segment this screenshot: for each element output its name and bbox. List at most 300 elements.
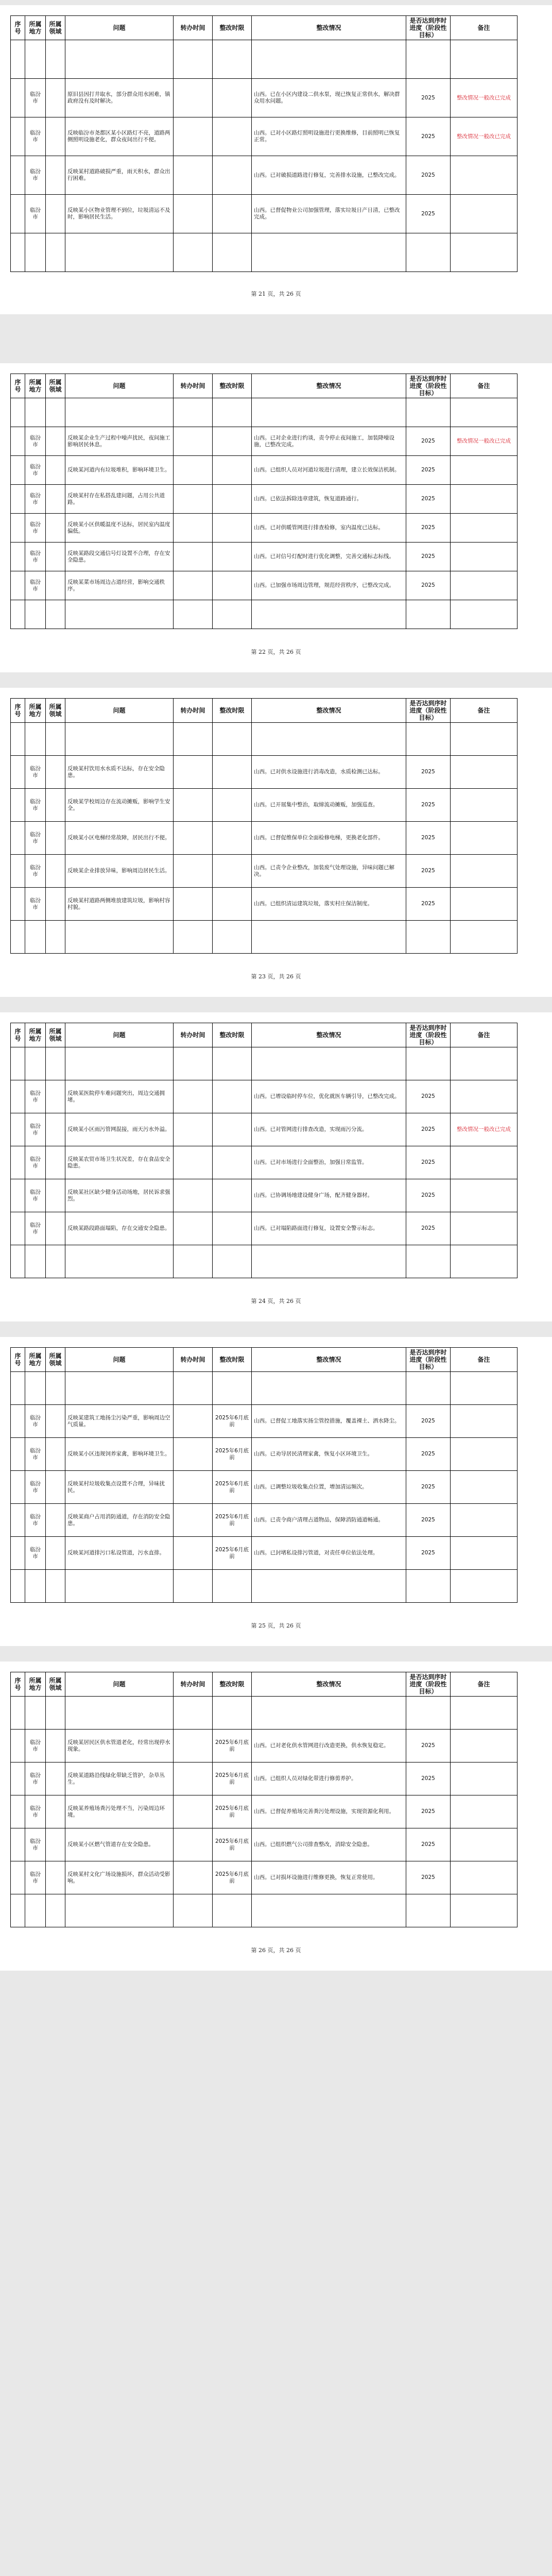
cell-id (11, 456, 25, 485)
cell-progress: 2025 (406, 117, 451, 156)
cell-status (252, 398, 406, 427)
cell-id (11, 543, 25, 571)
cell-id (11, 195, 25, 233)
cell-progress (406, 723, 451, 756)
cell-issue: 反映临汾市尧都区某小区路灯不亮，道路两侧照明设施老化，群众夜间出行不便。 (65, 117, 174, 156)
cell-remark (451, 723, 518, 756)
column-header: 转办时间 (174, 16, 213, 40)
cell-progress: 2025 (406, 1179, 451, 1212)
page-number: 第 25 页，共 26 页 (251, 1622, 301, 1629)
table-row (11, 1795, 518, 1828)
cell-status (252, 233, 406, 272)
cell-remark (451, 233, 518, 272)
cell-date (174, 1405, 213, 1438)
cell-id (11, 1828, 25, 1861)
column-header: 是否达到序时进度（阶段性目标） (406, 1348, 451, 1372)
cell-id (11, 1245, 25, 1278)
cell-issue: 反映某企业排放异味，影响周边居民生活。 (65, 855, 174, 888)
cell-date (174, 485, 213, 514)
column-header: 转办时间 (174, 1672, 213, 1697)
table-row (11, 233, 518, 272)
table-header-row (11, 1348, 518, 1372)
cell-remark (451, 1146, 518, 1179)
cell-region: 临汾市 (25, 1861, 46, 1894)
table-row (11, 485, 518, 514)
cell-date (174, 514, 213, 543)
cell-remark (451, 456, 518, 485)
column-header: 所属领域 (46, 16, 65, 40)
cell-region (25, 233, 46, 272)
cell-progress: 2025 (406, 888, 451, 921)
cell-remark (451, 1861, 518, 1894)
cell-progress (406, 1697, 451, 1730)
column-header: 所属地方 (25, 16, 46, 40)
cell-id (11, 756, 25, 789)
cell-remark (451, 156, 518, 195)
cell-deadline (213, 1212, 252, 1245)
column-header: 是否达到序时进度（阶段性目标） (406, 374, 451, 398)
cell-id (11, 888, 25, 921)
cell-progress (406, 1570, 451, 1603)
cell-remark (451, 1795, 518, 1828)
cell-date (174, 398, 213, 427)
cell-remark (451, 1504, 518, 1537)
cell-status: 山西。已督促物业公司加强管理，落实垃圾日产日清，已整改完成。 (252, 195, 406, 233)
page-number: 第 21 页，共 26 页 (251, 291, 301, 297)
cell-region: 临汾市 (25, 1080, 46, 1113)
cell-issue: 反映某企业生产过程中噪声扰民，夜间施工影响居民休息。 (65, 427, 174, 456)
cell-remark (451, 1828, 518, 1861)
cell-field (46, 723, 65, 756)
cell-progress: 2025 (406, 571, 451, 600)
cell-id (11, 1179, 25, 1212)
cell-deadline (213, 456, 252, 485)
cell-field (46, 79, 65, 117)
cell-date (174, 756, 213, 789)
cell-field (46, 1795, 65, 1828)
column-header: 整改时限 (213, 374, 252, 398)
cell-progress: 2025 (406, 156, 451, 195)
cell-status: 山西。已对塌陷路面进行修复，设置安全警示标志。 (252, 1212, 406, 1245)
cell-issue: 反映某村饮用水水质不达标，存在安全隐患。 (65, 756, 174, 789)
table-row (11, 1861, 518, 1894)
table-row (11, 855, 518, 888)
cell-progress: 2025 (406, 195, 451, 233)
cell-deadline (213, 485, 252, 514)
cell-status (252, 921, 406, 954)
table-row (11, 79, 518, 117)
cell-field (46, 756, 65, 789)
table-row (11, 1146, 518, 1179)
cell-remark (451, 789, 518, 822)
cell-id (11, 1537, 25, 1570)
cell-status: 山西。已督促工地落实扬尘管控措施，覆盖裸土、洒水降尘。 (252, 1405, 406, 1438)
cell-date (174, 921, 213, 954)
column-header: 整改时限 (213, 1023, 252, 1047)
cell-progress (406, 600, 451, 629)
cell-id (11, 1080, 25, 1113)
cell-id (11, 1730, 25, 1762)
cell-progress: 2025 (406, 1828, 451, 1861)
cell-status: 山西。已对小区路灯照明设施进行更换维修，目前照明已恢复正常。 (252, 117, 406, 156)
table-header-row (11, 374, 518, 398)
cell-progress: 2025 (406, 1537, 451, 1570)
document-page (0, 5, 552, 314)
cell-field (46, 1212, 65, 1245)
issue-table (10, 15, 518, 272)
table-row (11, 1047, 518, 1080)
cell-remark (451, 514, 518, 543)
issue-table (10, 1672, 518, 1927)
cell-progress: 2025 (406, 514, 451, 543)
table-row (11, 514, 518, 543)
table-row (11, 1113, 518, 1146)
cell-progress: 2025 (406, 1471, 451, 1504)
cell-id (11, 1697, 25, 1730)
cell-id (11, 1047, 25, 1080)
cell-deadline (213, 600, 252, 629)
column-header: 所属领域 (46, 374, 65, 398)
cell-field (46, 1405, 65, 1438)
cell-issue: 反映某社区缺少健身活动场地，居民诉求强烈。 (65, 1179, 174, 1212)
cell-status (252, 40, 406, 79)
cell-field (46, 398, 65, 427)
cell-issue: 反映某河道内有垃圾堆积，影响环境卫生。 (65, 456, 174, 485)
cell-issue: 反映某小区供暖温度不达标，居民室内温度偏低。 (65, 514, 174, 543)
document-page (0, 363, 552, 672)
table-row (11, 1245, 518, 1278)
document-page (0, 1337, 552, 1646)
cell-date (174, 1861, 213, 1894)
table-row (11, 571, 518, 600)
cell-field (46, 543, 65, 571)
cell-region: 临汾市 (25, 1537, 46, 1570)
cell-status: 山西。已对老化供水管网进行改造更换，供水恢复稳定。 (252, 1730, 406, 1762)
cell-deadline (213, 789, 252, 822)
cell-id (11, 1570, 25, 1603)
cell-region: 临汾市 (25, 456, 46, 485)
table-header-row (11, 16, 518, 40)
column-header: 是否达到序时进度（阶段性目标） (406, 1672, 451, 1697)
cell-progress: 2025 (406, 427, 451, 456)
cell-field (46, 1570, 65, 1603)
cell-region: 临汾市 (25, 1730, 46, 1762)
table-row (11, 1570, 518, 1603)
cell-id (11, 1762, 25, 1795)
cell-progress: 2025 (406, 789, 451, 822)
table-row (11, 1504, 518, 1537)
cell-deadline (213, 1047, 252, 1080)
cell-deadline (213, 571, 252, 600)
cell-region: 临汾市 (25, 1438, 46, 1471)
cell-region: 临汾市 (25, 79, 46, 117)
cell-field (46, 1894, 65, 1927)
cell-deadline: 2025年6月底前 (213, 1438, 252, 1471)
cell-deadline (213, 756, 252, 789)
cell-id (11, 398, 25, 427)
cell-field (46, 156, 65, 195)
table-row (11, 1762, 518, 1795)
cell-remark (451, 756, 518, 789)
cell-deadline (213, 427, 252, 456)
cell-issue: 原旧县因打井取水，部分群众用水困难，镇政府没有及时解决。 (65, 79, 174, 117)
cell-status: 山西。已对供水设施进行消毒改造，水质检测已达标。 (252, 756, 406, 789)
cell-date (174, 789, 213, 822)
cell-remark (451, 1471, 518, 1504)
cell-remark (451, 398, 518, 427)
cell-region: 临汾市 (25, 1471, 46, 1504)
cell-issue: 反映某商户占用消防通道，存在消防安全隐患。 (65, 1504, 174, 1537)
table-row (11, 1537, 518, 1570)
cell-issue: 反映某小区违规饲养家禽，影响环境卫生。 (65, 1438, 174, 1471)
table-row (11, 40, 518, 79)
cell-status: 山西。已调整垃圾收集点位置，增加清运频次。 (252, 1471, 406, 1504)
cell-field (46, 195, 65, 233)
cell-date (174, 888, 213, 921)
cell-date (174, 855, 213, 888)
cell-progress: 2025 (406, 543, 451, 571)
cell-date (174, 79, 213, 117)
cell-field (46, 1730, 65, 1762)
table-header-row (11, 1023, 518, 1047)
table-row (11, 1828, 518, 1861)
column-header: 问题 (65, 699, 174, 723)
column-header: 问题 (65, 1348, 174, 1372)
cell-issue: 反映某村垃圾收集点设置不合理，异味扰民。 (65, 1471, 174, 1504)
cell-field (46, 1537, 65, 1570)
cell-issue: 反映某农贸市场卫生状况差，存在食品安全隐患。 (65, 1146, 174, 1179)
cell-date (174, 1828, 213, 1861)
cell-date (174, 40, 213, 79)
cell-remark (451, 822, 518, 855)
cell-region: 临汾市 (25, 514, 46, 543)
cell-field (46, 1080, 65, 1113)
cell-date (174, 822, 213, 855)
column-header: 整改情况 (252, 1348, 406, 1372)
cell-remark (451, 1438, 518, 1471)
cell-field (46, 1047, 65, 1080)
cell-remark (451, 1080, 518, 1113)
cell-region: 临汾市 (25, 543, 46, 571)
cell-progress: 2025 (406, 1080, 451, 1113)
cell-date (174, 1471, 213, 1504)
cell-field (46, 1762, 65, 1795)
cell-deadline: 2025年6月底前 (213, 1730, 252, 1762)
cell-date (174, 1730, 213, 1762)
cell-date (174, 1795, 213, 1828)
cell-issue (65, 398, 174, 427)
cell-deadline (213, 921, 252, 954)
cell-field (46, 789, 65, 822)
cell-deadline (213, 723, 252, 756)
cell-date (174, 156, 213, 195)
cell-status: 山西。已组织清运建筑垃圾，落实村庄保洁制度。 (252, 888, 406, 921)
column-header: 序号 (11, 699, 25, 723)
column-header: 整改时限 (213, 1672, 252, 1697)
cell-field (46, 514, 65, 543)
table-row (11, 1080, 518, 1113)
cell-region: 临汾市 (25, 1179, 46, 1212)
table-row (11, 723, 518, 756)
cell-date (174, 1894, 213, 1927)
cell-field (46, 600, 65, 629)
column-header: 所属领域 (46, 699, 65, 723)
cell-issue (65, 1570, 174, 1603)
cell-deadline: 2025年6月底前 (213, 1861, 252, 1894)
cell-field (46, 1697, 65, 1730)
cell-region (25, 600, 46, 629)
cell-date (174, 1762, 213, 1795)
table-row (11, 543, 518, 571)
table-row (11, 1697, 518, 1730)
cell-progress (406, 1047, 451, 1080)
column-header: 问题 (65, 1672, 174, 1697)
cell-issue: 反映某小区物业管理不到位，垃圾清运不及时，影响居民生活。 (65, 195, 174, 233)
column-header: 所属领域 (46, 1348, 65, 1372)
cell-region: 临汾市 (25, 1504, 46, 1537)
cell-region: 临汾市 (25, 822, 46, 855)
cell-remark (451, 1245, 518, 1278)
cell-status: 山西。已组织燃气公司排查整改，消除安全隐患。 (252, 1828, 406, 1861)
cell-remark (451, 1537, 518, 1570)
cell-id (11, 485, 25, 514)
cell-status (252, 1372, 406, 1405)
cell-remark: 整改情况一般改已完成 (451, 79, 518, 117)
cell-id (11, 723, 25, 756)
table-row (11, 1471, 518, 1504)
cell-date (174, 543, 213, 571)
document-page (0, 1012, 552, 1321)
cell-id (11, 855, 25, 888)
column-header: 所属地方 (25, 699, 46, 723)
page-number: 第 24 页，共 26 页 (251, 1298, 301, 1304)
column-header: 备注 (451, 16, 518, 40)
cell-status: 山西。已组织人员对绿化带进行修剪养护。 (252, 1762, 406, 1795)
column-header: 是否达到序时进度（阶段性目标） (406, 1023, 451, 1047)
cell-deadline: 2025年6月底前 (213, 1471, 252, 1504)
cell-field (46, 822, 65, 855)
table-row (11, 789, 518, 822)
cell-progress: 2025 (406, 1504, 451, 1537)
cell-remark (451, 40, 518, 79)
cell-field (46, 233, 65, 272)
cell-id (11, 789, 25, 822)
cell-field (46, 427, 65, 456)
cell-date (174, 1245, 213, 1278)
table-row (11, 1372, 518, 1405)
cell-status: 山西。已组织人员对河道垃圾进行清理，建立长效保洁机制。 (252, 456, 406, 485)
table-row (11, 1212, 518, 1245)
cell-field (46, 571, 65, 600)
cell-progress (406, 1245, 451, 1278)
cell-status: 山西。已对市场进行全面整治，加强日常监管。 (252, 1146, 406, 1179)
cell-issue: 反映某小区燃气管道存在安全隐患。 (65, 1828, 174, 1861)
cell-deadline: 2025年6月底前 (213, 1537, 252, 1570)
cell-id (11, 1504, 25, 1537)
cell-field (46, 1146, 65, 1179)
cell-id (11, 1405, 25, 1438)
cell-issue (65, 723, 174, 756)
cell-issue: 反映某路段路面塌陷，存在交通安全隐患。 (65, 1212, 174, 1245)
column-header: 是否达到序时进度（阶段性目标） (406, 16, 451, 40)
cell-remark (451, 1762, 518, 1795)
table-row (11, 156, 518, 195)
cell-progress (406, 398, 451, 427)
cell-status (252, 723, 406, 756)
cell-date (174, 1047, 213, 1080)
column-header: 问题 (65, 374, 174, 398)
cell-id (11, 1113, 25, 1146)
cell-deadline (213, 233, 252, 272)
cell-remark (451, 1730, 518, 1762)
cell-date (174, 1438, 213, 1471)
cell-field (46, 921, 65, 954)
cell-issue (65, 600, 174, 629)
cell-date (174, 1179, 213, 1212)
cell-date (174, 427, 213, 456)
cell-deadline (213, 40, 252, 79)
cell-region (25, 1697, 46, 1730)
cell-id (11, 156, 25, 195)
cell-date (174, 1697, 213, 1730)
cell-issue (65, 1697, 174, 1730)
cell-issue: 反映某村道路两侧堆放建筑垃圾，影响村容村貌。 (65, 888, 174, 921)
cell-region (25, 1570, 46, 1603)
cell-region (25, 921, 46, 954)
cell-deadline (213, 1146, 252, 1179)
table-row (11, 1179, 518, 1212)
cell-deadline (213, 1894, 252, 1927)
cell-status: 山西。已加强市场周边管理，规范经营秩序，已整改完成。 (252, 571, 406, 600)
cell-field (46, 117, 65, 156)
cell-remark (451, 600, 518, 629)
table-row (11, 1894, 518, 1927)
column-header: 备注 (451, 699, 518, 723)
cell-status: 山西。已依法拆除违章建筑，恢复道路通行。 (252, 485, 406, 514)
cell-id (11, 1861, 25, 1894)
cell-status: 山西。已责令商户清理占道物品，保障消防通道畅通。 (252, 1504, 406, 1537)
cell-region: 临汾市 (25, 1212, 46, 1245)
cell-date (174, 117, 213, 156)
cell-status: 山西。已对管网进行排查改造，实现雨污分流。 (252, 1113, 406, 1146)
column-header: 是否达到序时进度（阶段性目标） (406, 699, 451, 723)
cell-status: 山西。已增设临时停车位，优化就医车辆引导，已整改完成。 (252, 1080, 406, 1113)
cell-progress: 2025 (406, 1730, 451, 1762)
cell-region: 临汾市 (25, 1795, 46, 1828)
cell-issue: 反映某医院停车难问题突出，周边交通拥堵。 (65, 1080, 174, 1113)
cell-deadline (213, 156, 252, 195)
cell-field (46, 1471, 65, 1504)
cell-date (174, 1146, 213, 1179)
cell-field (46, 456, 65, 485)
cell-remark (451, 1212, 518, 1245)
cell-issue: 反映某小区电梯经常故障，居民出行不便。 (65, 822, 174, 855)
column-header: 备注 (451, 374, 518, 398)
cell-deadline (213, 822, 252, 855)
cell-field (46, 1828, 65, 1861)
cell-progress: 2025 (406, 1438, 451, 1471)
cell-remark (451, 571, 518, 600)
cell-field (46, 1245, 65, 1278)
cell-id (11, 427, 25, 456)
cell-field (46, 1861, 65, 1894)
cell-id (11, 1438, 25, 1471)
cell-progress (406, 921, 451, 954)
cell-region: 临汾市 (25, 888, 46, 921)
table-row (11, 427, 518, 456)
cell-field (46, 888, 65, 921)
cell-issue: 反映某路段交通信号灯设置不合理，存在安全隐患。 (65, 543, 174, 571)
